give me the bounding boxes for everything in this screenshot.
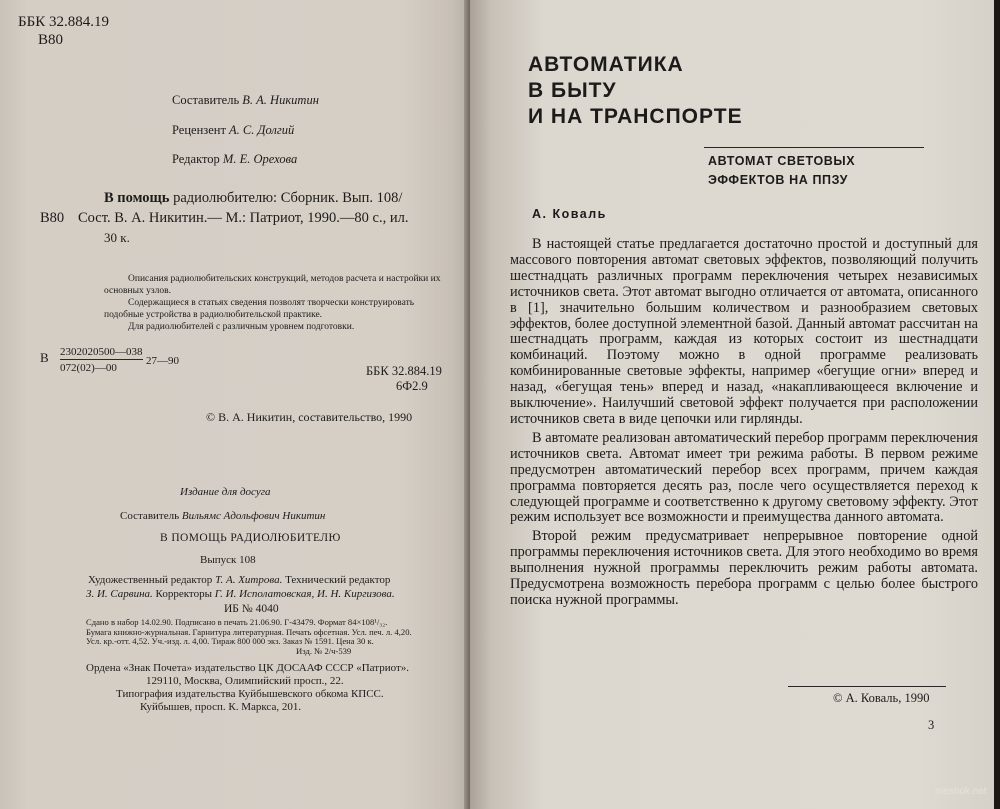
imprint-compiler: Составитель Вильямс Адольфович Никитин (120, 510, 326, 522)
article-end-rule (788, 686, 946, 687)
code-suffix: 27—90 (146, 355, 179, 367)
site-watermark: meshok.net (935, 786, 987, 797)
left-page (0, 0, 470, 809)
code-numerator: 2302020500—038 (60, 346, 143, 358)
imprint-issue: Выпуск 108 (200, 554, 256, 566)
paragraph: В настоящей статье предлагается достаточно простой и доступный для массового повторения автомат световых эффектов, позволяющий получить шестнадцать различных программ переключения четырех независимых источников света. Этот автомат выгодно отличается от автомата, описанного в [1], значительно большим количеством и разнообразием световых эффектов, более доступной элементной базой. Данный автомат рассчитан на шестнадцать программ, каждая из которых состоит из шестнадцати комбинаций. Поэтому можно в одной программе реализовать комбинированные световые эффекты, например «бегущие огни» вперед и назад, «бегущая тень» вперед и назад, «накапливающееся включение и выключение». Наилучший световой эффект получается при расположении источников света в виде цепочки или гирлянды. (510, 236, 978, 427)
article-author: А. Коваль (532, 207, 607, 221)
imprint-title: В ПОМОЩЬ РАДИОЛЮБИТЕЛЮ (160, 532, 341, 544)
catalog-entry-code: В80 (40, 210, 65, 226)
bbk-code-bottom: ББК 32.884.19 6Ф2.9 (366, 364, 442, 393)
catalog-entry-line2: Сост. В. А. Никитин.— М.: Патриот, 1990.—80 с., ил. (78, 210, 409, 226)
paragraph: Второй режим предусматривает непрерывное повторение одной программы переключения источников света. Для этого необходимо во время выполнения нужной программы переключить режим работы автомата. Предусмотрена возможность перебора программ с целью более быстрого поиска нужной программы. (510, 528, 978, 608)
left-copyright: © В. А. Никитин, составительство, 1990 (206, 410, 413, 424)
credit-reviewer: Рецензент А. С. Долгий (172, 123, 295, 137)
imprint-editors-line1: Художественный редактор Т. А. Хитрова. Технический редактор (88, 574, 391, 586)
catalog-entry-line1: В помощь радиолюбителю: Сборник. Вып. 108/ (104, 190, 403, 206)
catalog-entry-price: 30 к. (104, 230, 130, 245)
article-title-rule (704, 147, 924, 148)
imprint-publisher: Ордена «Знак Почета» издательство ЦК ДОСААФ СССР «Патриот». 129110, Москва, Олимпийский просп., 22. Типография издательства Куйбышевского обкома КПСС. Куйбышев, просп. К. Маркса, 201. (86, 662, 409, 713)
section-title: АВТОМАТИКА В БЫТУ И НА ТРАНСПОРТЕ (528, 53, 743, 128)
bbk-code-top: ББК 32.884.19 В80 (18, 14, 109, 48)
imprint-ib: ИБ № 4040 (224, 603, 279, 615)
right-page (470, 0, 994, 809)
imprint-edition: Издание для досуга (180, 486, 271, 498)
code-denominator: 072(02)—00 (60, 362, 117, 374)
article-copyright: © А. Коваль, 1990 (833, 691, 930, 705)
article-body (510, 237, 978, 612)
book-abstract: Описания радиолюбительских конструкций, методов расчета и настройки их основных узлов. Содержащиеся в статьях сведения позволят творчески конструировать подобные устройства в радиолюбительской практике. Для радиолюбителей с различным уровнем подготовки. (104, 274, 441, 332)
article-title: АВТОМАТ СВЕТОВЫХ ЭФФЕКТОВ НА ППЗУ (708, 154, 856, 187)
imprint-tech-data: Сдано в набор 14.02.90. Подписано в печать 21.06.90. Г-43479. Формат 84×108¹/₃₂. Бумага книжно-журнальная. Гарнитура литературная. Печать офсетная. Усл. печ. л. 4,20. Усл. кр.-отт. 4,52. Уч.-изд. л. 4,00. Тираж 800 000 экз. Заказ № 1591. Цена 30 к. Изд. № 2/ч-539 (86, 617, 412, 656)
credit-compiler: Составитель В. А. Никитин (172, 93, 319, 107)
imprint-editors-line2: З. И. Сарвина. Корректоры Г. И. Исполатовская, И. Н. Киргизова. (86, 588, 395, 600)
credit-editor: Редактор М. Е. Орехова (172, 152, 298, 166)
code-letter: В (40, 350, 49, 365)
background-edge (994, 0, 1000, 809)
paragraph: В автомате реализован автоматический перебор программ переключения источников света. Автомат имеет три режима работы. В первом режиме предусмотрен автоматический перебор всех программ, причем каждая программа повторяется десять раз, после чего осуществляется переход к следующей программе и соответственно к другому световому эффекту. Этот режим использует все возможности и преимущества данного автомата. (510, 429, 978, 526)
page-number: 3 (928, 718, 935, 732)
